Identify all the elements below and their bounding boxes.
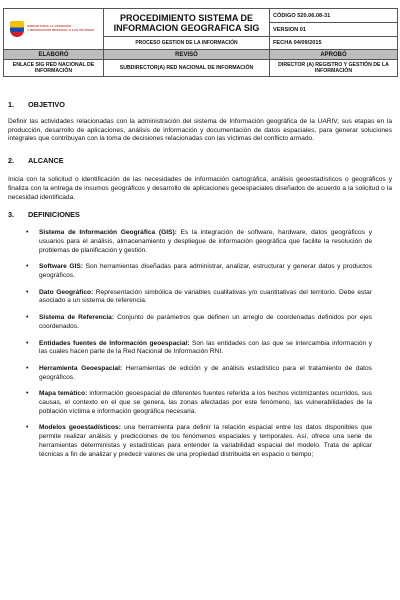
aprobo-header: APROBÓ xyxy=(270,50,398,60)
bullet-icon: • xyxy=(26,424,29,432)
bullet-icon: • xyxy=(26,364,29,372)
bullet-icon: • xyxy=(26,288,29,296)
definition-item: • Modelos geoestadísticos: una herramienta para definir la relación espacial entre los datos disponibles que permite realizar análisis y predicciones de los fenómenos espaciales y temporales. Así, ofrece una serie de herramientas deterministas y estadísticas para entender la variabilidad espacial del modelo. Trata de aplicar técnicas a fin de analizar y predecir valores de una propiedad distribuida en espacio o tiempo; xyxy=(26,424,372,458)
document-code: CÓDIGO 520.06.08-31 xyxy=(270,9,398,23)
definition-item: • Software GIS: Son herramientas diseñadas para administrar, analizar, estructurar y generar datos y productos geográficos. xyxy=(26,263,372,280)
process-name: PROCESO GESTION DE LA INFORMACIÓN xyxy=(104,37,270,50)
colombia-crest-icon xyxy=(10,21,24,37)
logo-cell xyxy=(4,9,104,50)
bullet-icon: • xyxy=(26,263,29,271)
document-body xyxy=(8,96,392,467)
section-text-objetivo: Definir las actividades relacionadas con la administración del sistema de Información geográfica de la UARIV, sus etapas en la producción, desarrollo de aplicaciones, análisis de información y documentación de datos espaciales, para generar soluciones integrales que contribuyan con la toma de decisiones relacionadas con las víctimas del conflicto armado. xyxy=(8,118,392,143)
elaboro-header: ELABORÓ xyxy=(4,50,104,60)
definitions-list xyxy=(8,229,392,459)
bullet-icon: • xyxy=(26,339,29,347)
document-version: VERSION 01 xyxy=(270,23,398,37)
elaboro-value: ENLACE SIG RED NACIONAL DE INFORMACIÓN xyxy=(4,60,104,77)
aprobo-value: DIRECTOR (A) REGISTRO Y GESTIÓN DE LA INFORMACIÓN xyxy=(270,60,398,77)
unidad-victimas-logo: UNIDAD PARA LA ATENCIÓN Y REPARACIÓN INTEGRAL A LAS VÍCTIMAS xyxy=(4,9,103,49)
definition-item: • Sistema de Referencia: Conjunto de parámetros que definen un arreglo de coordenadas definidos por ejes coordenados. xyxy=(26,314,372,330)
definition-item: • Sistema de Información Geográfica (GIS): Es la integración de software, hardware, datos geográficos y usuarios para el análisis, almacenamiento y despliegue de información geográfica que facilite la resolución de problemas de planificación y gestión. xyxy=(26,229,372,254)
document-title: PROCEDIMIENTO SISTEMA DE INFORMACION GEOGRAFICA SIG xyxy=(104,9,270,37)
definition-item: • Mapa temático: información geoespacial de diferentes fuentes referida a los hechos victimizantes ocurridos, sus causas, el contexto en el que se genera, las zonas afectadas por este fenómeno, las vulnerabilidades de la población víctima e información geográfica necesaria. xyxy=(26,390,372,415)
definition-item: • Entidades fuentes de Información geoespacial: Son las entidades con las que se intercambia información y las cuales hacen parte de la Red Nacional de Información RNI. xyxy=(26,339,372,356)
reviso-header: REVISÓ xyxy=(104,50,270,60)
document-header-table xyxy=(3,8,398,77)
reviso-value: SUBDIRECTOR(A) RED NACIONAL DE INFORMACIÓN xyxy=(104,60,270,77)
section-title-alcance: 2. ALCANCE xyxy=(8,156,64,166)
document-date: FECHA 04/09/2015 xyxy=(270,37,398,50)
definition-item: • Dato Geográfico: Representación simbólica de variables cualitativas y/o cuantitativas del territorio. Debe estar asociado a un sistema de referencia. xyxy=(26,288,372,305)
section-title-objetivo: 1. OBJETIVO xyxy=(8,100,65,109)
section-text-alcance: Inicia con la solicitud o identificación de las necesidades de información cartográfica, análisis geoestadísticos o geográficos y finaliza con la entrega de insumos geográficos y desarrollo de aplicaciones geoespaciales diseñados de acuerdo a la solicitud o la necesidad identificada. xyxy=(8,176,392,201)
definition-item: • Herramienta Geoespacial: Herramientas de edición y de análisis estadístico para el tratamiento de datos geográficos. xyxy=(26,364,372,381)
bullet-icon: • xyxy=(26,314,29,322)
bullet-icon: • xyxy=(26,229,29,237)
section-title-definiciones: 3. DEFINICIONES xyxy=(8,210,80,220)
bullet-icon: • xyxy=(26,390,29,398)
